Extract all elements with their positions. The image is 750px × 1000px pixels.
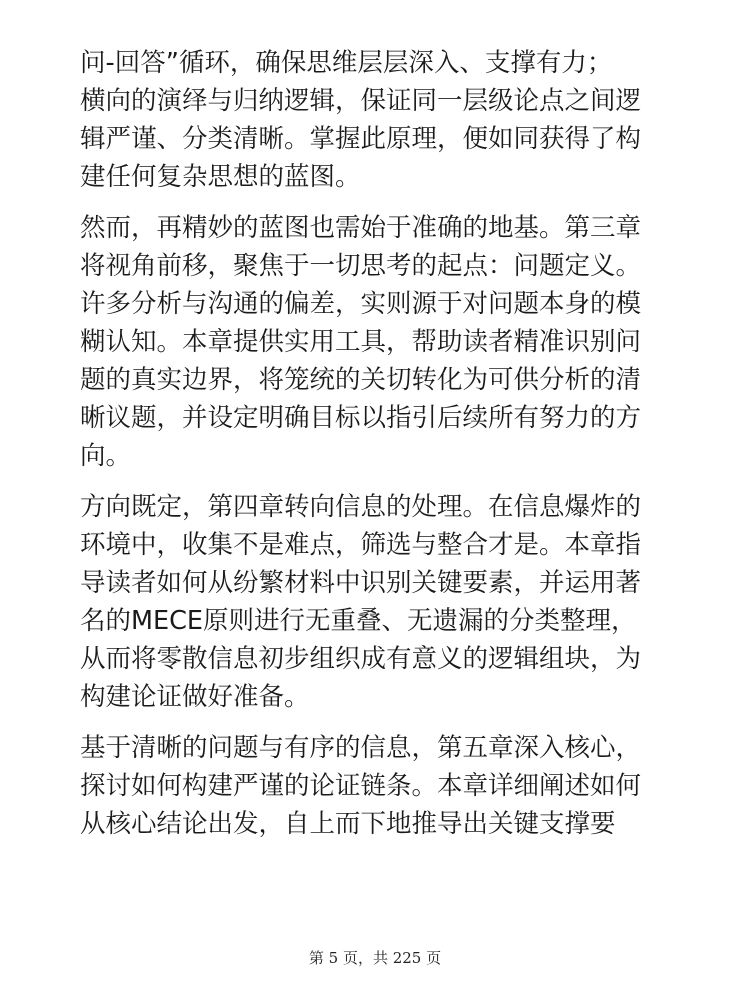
text-line: 基于清晰的问题与有序的信息，第五章深入核心，	[80, 733, 642, 763]
text-line: 然而，再精妙的蓝图也需始于准确的地基。第三章	[80, 213, 642, 243]
text-line: 从核心结论出发，自上而下地推导出关键支撑要	[80, 809, 616, 839]
paragraph-1	[80, 44, 680, 196]
text-line: 向。	[80, 441, 132, 471]
text-line: 探讨如何构建严谨的论证链条。本章详细阐述如何	[80, 771, 642, 801]
text-line: 问-回答”循环，确保思维层层深入、支撑有力；	[80, 48, 613, 78]
text-line: 晰议题，并设定明确目标以指引后续所有努力的方	[80, 403, 642, 433]
text-line: 环境中，收集不是难点，筛选与整合才是。本章指	[80, 530, 642, 560]
text-line: 名的MECE原则进行无重叠、无遗漏的分类整理，	[80, 606, 637, 636]
text-line: 许多分析与沟通的偏差，实则源于对问题本身的模	[80, 289, 642, 319]
text-line: 辑严谨、分类清晰。掌握此原理，便如同获得了构	[80, 124, 642, 154]
text-line: 方向既定，第四章转向信息的处理。在信息爆炸的	[80, 492, 642, 522]
paragraph-3	[80, 488, 680, 716]
text-line: 导读者如何从纷繁材料中识别关键要素，并运用著	[80, 568, 642, 598]
page-number-footer: 第 5 页，共 225 页	[308, 949, 442, 967]
text-line: 构建论证做好准备。	[80, 682, 310, 712]
text-line: 题的真实边界，将笼统的关切转化为可供分析的清	[80, 365, 642, 395]
text-line: 糊认知。本章提供实用工具，帮助读者精准识别问	[80, 327, 642, 357]
body-text	[80, 44, 680, 856]
paragraph-2	[80, 209, 680, 475]
paragraph-4	[80, 729, 680, 843]
text-line: 从而将零散信息初步组织成有意义的逻辑组块，为	[80, 644, 642, 674]
text-line: 将视角前移，聚焦于一切思考的起点：问题定义。	[80, 251, 642, 281]
text-line: 建任何复杂思想的蓝图。	[80, 162, 361, 192]
text-line: 横向的演绎与归纳逻辑，保证同一层级论点之间逻	[80, 86, 642, 116]
